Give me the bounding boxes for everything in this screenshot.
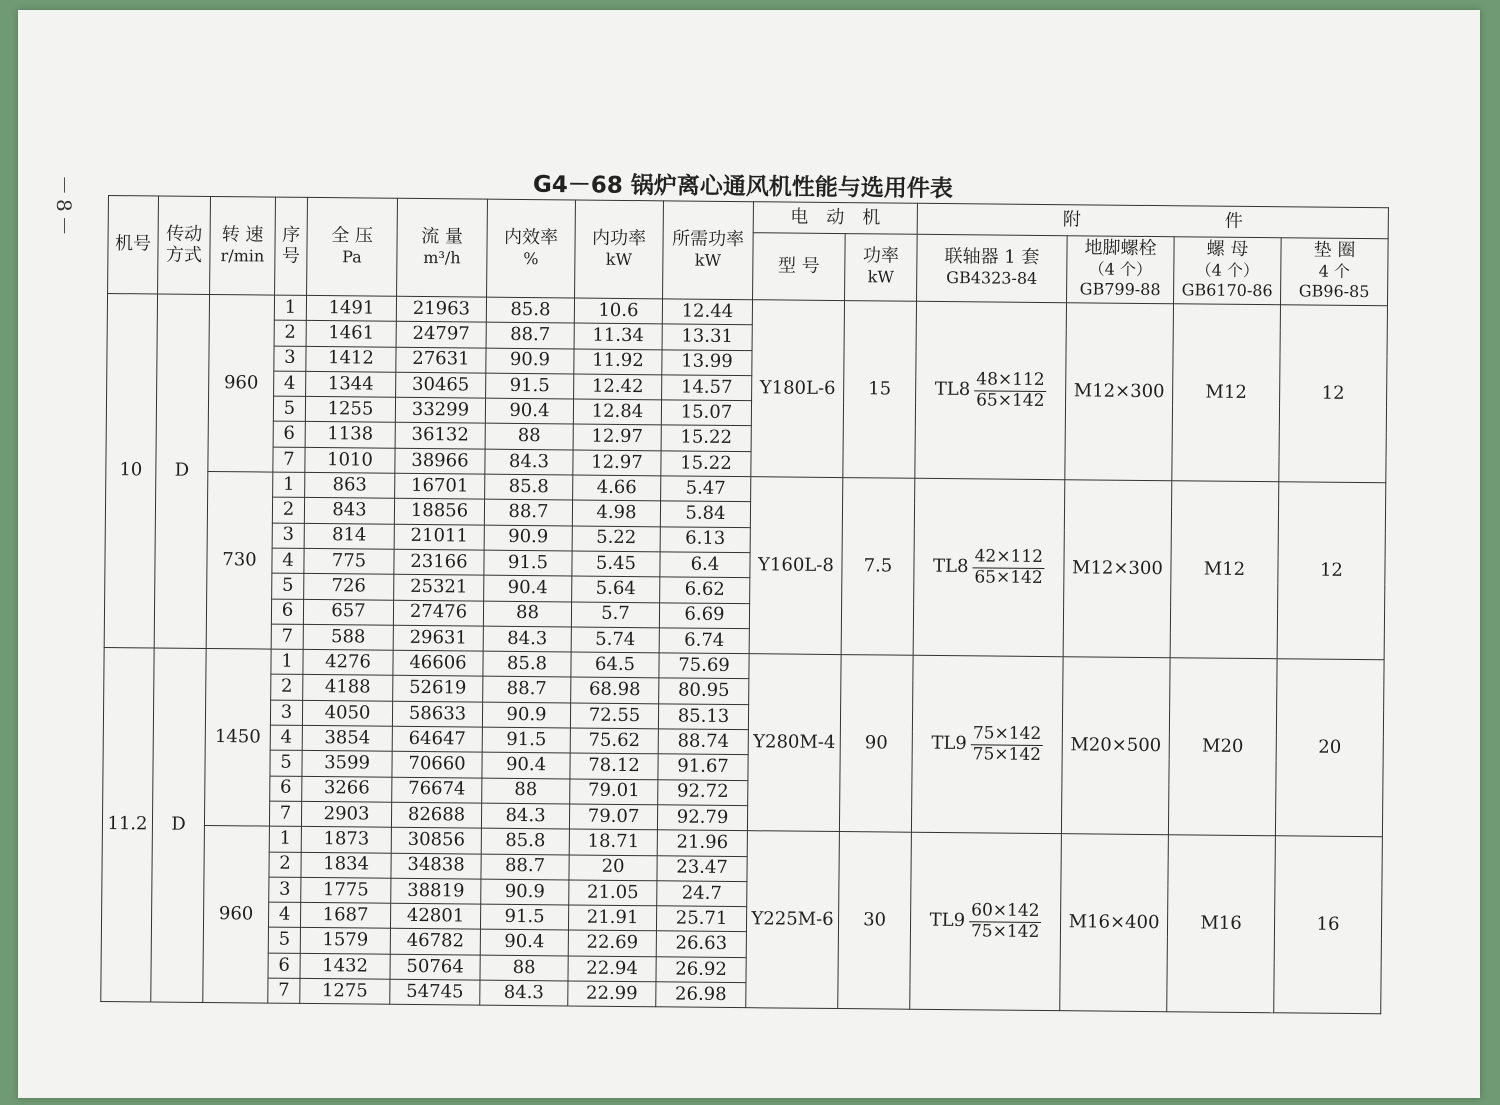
pressure-cell: 3266 (302, 776, 392, 802)
coupling-numerator: 60×142 (969, 902, 1042, 923)
pressure-cell: 588 (303, 624, 393, 650)
header-motor-group: 电 动 机 (753, 202, 917, 235)
required-power-cell: 14.57 (662, 375, 752, 401)
coupling-fraction (974, 370, 1047, 411)
efficiency-cell: 85.8 (486, 297, 574, 323)
header-coupling (917, 234, 1068, 302)
drive-cell: D (154, 294, 209, 649)
seq-cell: 1 (274, 295, 306, 321)
internal-power-cell: 11.92 (574, 349, 662, 375)
internal-power-cell: 5.22 (572, 526, 660, 552)
coupling-fraction (972, 547, 1045, 588)
header-washer (1281, 238, 1389, 306)
required-power-cell: 21.96 (657, 830, 747, 856)
pressure-cell: 2903 (301, 801, 391, 827)
seq-cell: 6 (268, 953, 300, 979)
required-power-cell: 88.74 (658, 729, 748, 755)
pressure-cell: 775 (304, 548, 394, 574)
pressure-cell: 843 (304, 498, 394, 524)
header-flow-label: 流 量 (421, 225, 464, 248)
internal-power-cell: 78.12 (570, 753, 658, 779)
internal-power-cell: 11.34 (574, 323, 662, 349)
washer-cell: 20 (1275, 659, 1384, 837)
header-coupling-std: GB4323-84 (946, 268, 1038, 288)
seq-cell: 7 (269, 801, 301, 827)
pressure-cell: 1412 (306, 346, 396, 372)
header-pressure (307, 197, 398, 296)
flow-cell: 27476 (393, 600, 483, 626)
pressure-cell: 1873 (301, 827, 391, 853)
coupling-cell (915, 301, 1067, 480)
efficiency-cell: 88 (485, 424, 573, 450)
efficiency-cell: 91.5 (486, 373, 574, 399)
flow-cell: 30465 (396, 372, 486, 398)
efficiency-cell: 88.7 (484, 500, 572, 526)
flow-cell: 38966 (395, 448, 485, 474)
header-speed-unit: r/min (220, 245, 265, 266)
header-motor-model: 型 号 (753, 233, 846, 301)
header-drive: 传动方式 (158, 196, 211, 294)
seq-cell: 7 (271, 624, 303, 650)
internal-power-cell: 22.99 (568, 981, 656, 1007)
internal-power-cell: 5.64 (572, 576, 660, 602)
efficiency-cell: 90.4 (482, 752, 570, 778)
flow-cell: 64647 (392, 726, 482, 752)
internal-power-cell: 64.5 (571, 652, 659, 678)
efficiency-cell: 84.3 (481, 803, 569, 829)
internal-power-cell: 4.98 (572, 500, 660, 526)
pressure-cell: 3599 (302, 751, 392, 777)
seq-cell: 6 (270, 776, 302, 802)
seq-cell: 4 (270, 725, 302, 751)
motor-model-cell: Y280M-4 (747, 654, 841, 832)
efficiency-cell: 90.9 (481, 879, 569, 905)
internal-power-cell: 4.66 (573, 475, 661, 501)
header-bolt (1067, 236, 1175, 304)
required-power-cell: 23.47 (657, 855, 747, 881)
flow-cell: 16701 (395, 473, 485, 499)
required-power-cell: 92.79 (657, 805, 747, 831)
coupling-fraction (971, 724, 1044, 765)
required-power-cell: 6.13 (660, 526, 750, 552)
flow-cell: 54745 (390, 979, 480, 1005)
required-power-cell: 92.72 (658, 779, 748, 805)
machine-no-cell: 11.2 (101, 648, 154, 1003)
seq-cell: 5 (272, 573, 304, 599)
required-power-cell: 15.07 (661, 400, 751, 426)
efficiency-cell: 91.5 (482, 727, 570, 753)
table-title: G4－68 锅炉离心通风机性能与选用件表 (532, 171, 954, 203)
flow-cell: 33299 (395, 397, 485, 423)
internal-power-cell: 5.74 (571, 627, 659, 653)
header-speed-label: 转 速 (221, 223, 264, 246)
header-required-power-label: 所需功率 (672, 228, 745, 250)
seq-cell: 4 (268, 902, 300, 928)
required-power-cell: 24.7 (657, 881, 747, 907)
pressure-cell: 4188 (303, 675, 393, 701)
header-machine-no: 机号 (108, 196, 159, 294)
required-power-cell: 6.69 (659, 602, 749, 628)
header-washer-label: 垫 圈 (1313, 239, 1356, 261)
bolt-cell: M12×300 (1063, 480, 1172, 658)
efficiency-cell: 85.8 (483, 651, 571, 677)
seq-cell: 2 (272, 497, 304, 523)
flow-cell: 82688 (391, 802, 481, 828)
flow-cell: 29631 (393, 625, 483, 651)
header-accessory-group: 附 件 (917, 203, 1388, 239)
efficiency-cell: 84.3 (480, 980, 568, 1006)
pressure-cell: 1138 (305, 422, 395, 448)
seq-cell: 3 (270, 700, 302, 726)
flow-cell: 24797 (396, 322, 486, 348)
motor-power-cell: 15 (843, 301, 917, 479)
internal-power-cell: 12.84 (573, 399, 661, 425)
pressure-cell: 1010 (305, 447, 395, 473)
speed-cell: 730 (206, 472, 273, 650)
coupling-cell (910, 832, 1062, 1011)
internal-power-cell: 21.05 (569, 880, 657, 906)
required-power-cell: 5.84 (660, 501, 750, 527)
pressure-cell: 1432 (300, 953, 390, 979)
pressure-cell: 1275 (300, 978, 390, 1004)
header-speed (210, 196, 276, 295)
internal-power-cell: 5.45 (572, 551, 660, 577)
required-power-cell: 26.92 (656, 957, 746, 983)
washer-cell: 12 (1277, 482, 1386, 660)
efficiency-cell: 88 (483, 601, 571, 627)
required-power-cell: 13.31 (662, 324, 752, 350)
header-efficiency-unit: % (523, 248, 539, 268)
washer-cell: 16 (1274, 836, 1383, 1014)
header-motor-power-label: 功率 (862, 245, 900, 267)
efficiency-cell: 88.7 (483, 677, 571, 703)
header-pressure-unit: Pa (342, 246, 362, 266)
coupling-denominator: 65×142 (976, 389, 1045, 411)
pressure-cell: 1687 (300, 903, 390, 929)
nut-cell: M20 (1168, 658, 1277, 836)
flow-cell: 76674 (392, 777, 482, 803)
machine-no-cell: 10 (104, 294, 157, 649)
page-number: －8－ (52, 175, 76, 240)
seq-cell: 7 (268, 978, 300, 1004)
required-power-cell: 85.13 (658, 704, 748, 730)
seq-cell: 3 (274, 346, 306, 372)
seq-cell: 2 (269, 852, 301, 878)
header-nut (1174, 237, 1282, 305)
seq-cell: 4 (274, 371, 306, 397)
bolt-cell: M16×400 (1060, 834, 1169, 1012)
header-coupling-label: 联轴器 1 套 (944, 246, 1040, 269)
header-washer-std: GB96-85 (1298, 281, 1370, 302)
pressure-cell: 4276 (303, 650, 393, 676)
flow-cell: 42801 (390, 903, 480, 929)
coupling-model: TL9 (931, 732, 967, 755)
required-power-cell: 13.99 (662, 349, 752, 375)
internal-power-cell: 75.62 (570, 728, 658, 754)
coupling-numerator: 75×142 (971, 724, 1044, 745)
motor-power-cell: 90 (839, 655, 913, 833)
seq-cell: 1 (271, 649, 303, 675)
required-power-cell: 80.95 (659, 678, 749, 704)
pressure-cell: 1491 (306, 295, 396, 321)
pressure-cell: 726 (304, 574, 394, 600)
coupling-numerator: 42×112 (973, 547, 1046, 568)
header-internal-power (575, 200, 664, 299)
motor-model-cell: Y180L-6 (751, 300, 845, 478)
header-motor-power (845, 234, 918, 302)
flow-cell: 50764 (390, 954, 480, 980)
pressure-cell: 1255 (305, 397, 395, 423)
motor-power-cell: 30 (838, 832, 912, 1010)
flow-cell: 70660 (392, 752, 482, 778)
pressure-cell: 4050 (302, 700, 392, 726)
header-required-power (663, 201, 754, 300)
internal-power-cell: 68.98 (571, 677, 659, 703)
speed-cell: 960 (203, 826, 270, 1004)
pressure-cell: 1579 (300, 928, 390, 954)
coupling-denominator: 65×142 (974, 566, 1043, 588)
table-container (100, 195, 1389, 1015)
required-power-cell: 15.22 (661, 451, 751, 477)
internal-power-cell: 21.91 (568, 905, 656, 931)
coupling-denominator: 75×142 (972, 744, 1042, 765)
flow-cell: 46606 (393, 650, 483, 676)
flow-cell: 38819 (391, 878, 481, 904)
header-internal-power-unit: kW (605, 249, 633, 269)
internal-power-cell: 12.97 (573, 450, 661, 476)
coupling-cell (913, 478, 1065, 657)
pressure-cell: 863 (305, 472, 395, 498)
drive-cell: D (151, 648, 206, 1003)
header-required-power-unit: kW (694, 250, 722, 270)
motor-model-cell: Y160L-8 (749, 477, 843, 655)
internal-power-cell: 22.69 (568, 930, 656, 956)
header-seq: 序号 (275, 197, 308, 295)
speed-cell: 960 (208, 294, 275, 472)
required-power-cell: 26.98 (656, 982, 746, 1008)
seq-cell: 3 (272, 523, 304, 549)
seq-cell: 7 (273, 447, 305, 473)
header-flow-unit: m³/h (423, 247, 461, 267)
efficiency-cell: 85.8 (485, 474, 573, 500)
nut-cell: M12 (1172, 304, 1281, 482)
pressure-cell: 1775 (301, 877, 391, 903)
efficiency-cell: 90.4 (480, 930, 568, 956)
pressure-cell: 1834 (301, 852, 391, 878)
seq-cell: 1 (269, 826, 301, 852)
flow-cell: 58633 (392, 701, 482, 727)
required-power-cell: 91.67 (658, 754, 748, 780)
header-internal-power-label: 内功率 (592, 227, 647, 249)
seq-cell: 6 (271, 599, 303, 625)
coupling-model: TL8 (934, 378, 971, 400)
bolt-cell: M20×500 (1061, 657, 1170, 835)
flow-cell: 18856 (394, 499, 484, 525)
header-pressure-label: 全 压 (331, 224, 374, 247)
bolt-cell: M12×300 (1065, 303, 1174, 481)
header-flow (397, 198, 488, 297)
efficiency-cell: 84.3 (483, 626, 571, 652)
flow-cell: 34838 (391, 853, 481, 879)
required-power-cell: 12.44 (662, 299, 752, 325)
required-power-cell: 75.69 (659, 653, 749, 679)
pressure-cell: 3854 (302, 725, 392, 751)
efficiency-cell: 84.3 (485, 449, 573, 475)
seq-cell: 3 (269, 877, 301, 903)
seq-cell: 1 (273, 472, 305, 498)
seq-cell: 6 (273, 422, 305, 448)
document-page (18, 10, 1480, 1098)
seq-cell: 2 (271, 675, 303, 701)
internal-power-cell: 79.07 (569, 804, 657, 830)
coupling-model: TL8 (932, 555, 969, 578)
pressure-cell: 814 (304, 523, 394, 549)
motor-power-cell: 7.5 (841, 478, 915, 656)
header-efficiency (487, 199, 576, 298)
required-power-cell: 6.4 (660, 552, 750, 578)
efficiency-cell: 90.9 (484, 525, 572, 551)
internal-power-cell: 5.7 (571, 602, 659, 628)
flow-cell: 21963 (396, 296, 486, 322)
efficiency-cell: 90.4 (484, 575, 572, 601)
header-bolt-qty: （4 个） (1088, 259, 1153, 279)
efficiency-cell: 88 (480, 955, 568, 981)
coupling-model: TL9 (929, 909, 966, 932)
flow-cell: 36132 (395, 423, 485, 449)
seq-cell: 5 (268, 927, 300, 953)
coupling-fraction (969, 902, 1042, 943)
efficiency-cell: 88.7 (486, 322, 574, 348)
efficiency-cell: 90.9 (486, 348, 574, 374)
header-efficiency-label: 内效率 (504, 226, 559, 249)
seq-cell: 5 (273, 396, 305, 422)
efficiency-cell: 91.5 (484, 550, 572, 576)
efficiency-cell: 91.5 (480, 904, 568, 930)
required-power-cell: 5.47 (661, 476, 751, 502)
coupling-cell (911, 655, 1063, 834)
header-nut-std: GB6170-86 (1181, 280, 1273, 301)
fan-performance-table (100, 195, 1389, 1015)
washer-cell: 12 (1279, 305, 1388, 483)
internal-power-cell: 22.94 (568, 956, 656, 982)
required-power-cell: 6.62 (660, 577, 750, 603)
flow-cell: 30856 (391, 827, 481, 853)
coupling-numerator: 48×112 (974, 370, 1047, 391)
table-body (101, 294, 1388, 1015)
required-power-cell: 6.74 (659, 628, 749, 654)
internal-power-cell: 10.6 (574, 298, 662, 324)
header-motor-power-unit: kW (867, 267, 894, 287)
efficiency-cell: 90.9 (482, 702, 570, 728)
internal-power-cell: 12.97 (573, 424, 661, 450)
header-washer-qty: 4 个 (1318, 261, 1351, 281)
nut-cell: M16 (1167, 835, 1276, 1013)
header-nut-label: 螺 母 (1206, 238, 1249, 260)
flow-cell: 27631 (396, 347, 486, 373)
seq-cell: 4 (272, 548, 304, 574)
seq-cell: 2 (274, 320, 306, 346)
flow-cell: 46782 (390, 929, 480, 955)
motor-model-cell: Y225M-6 (746, 831, 840, 1009)
efficiency-cell: 88 (482, 778, 570, 804)
flow-cell: 21011 (394, 524, 484, 550)
efficiency-cell: 85.8 (481, 828, 569, 854)
internal-power-cell: 20 (569, 854, 657, 880)
coupling-denominator: 75×142 (970, 921, 1040, 942)
internal-power-cell: 18.71 (569, 829, 657, 855)
flow-cell: 52619 (393, 676, 483, 702)
header-nut-qty: （4 个） (1195, 260, 1260, 280)
seq-cell: 5 (270, 750, 302, 776)
speed-cell: 1450 (204, 649, 271, 827)
internal-power-cell: 12.42 (574, 374, 662, 400)
required-power-cell: 15.22 (661, 425, 751, 451)
nut-cell: M12 (1170, 481, 1279, 659)
pressure-cell: 657 (303, 599, 393, 625)
flow-cell: 25321 (394, 575, 484, 601)
flow-cell: 23166 (394, 549, 484, 575)
header-bolt-label: 地脚螺栓 (1084, 237, 1157, 260)
pressure-cell: 1461 (306, 321, 396, 347)
pressure-cell: 1344 (306, 371, 396, 397)
efficiency-cell: 88.7 (481, 854, 569, 880)
header-bolt-std: GB799-88 (1079, 279, 1161, 300)
internal-power-cell: 72.55 (570, 703, 658, 729)
required-power-cell: 26.63 (656, 931, 746, 957)
efficiency-cell: 90.4 (485, 398, 573, 424)
required-power-cell: 25.71 (656, 906, 746, 932)
internal-power-cell: 79.01 (570, 779, 658, 805)
